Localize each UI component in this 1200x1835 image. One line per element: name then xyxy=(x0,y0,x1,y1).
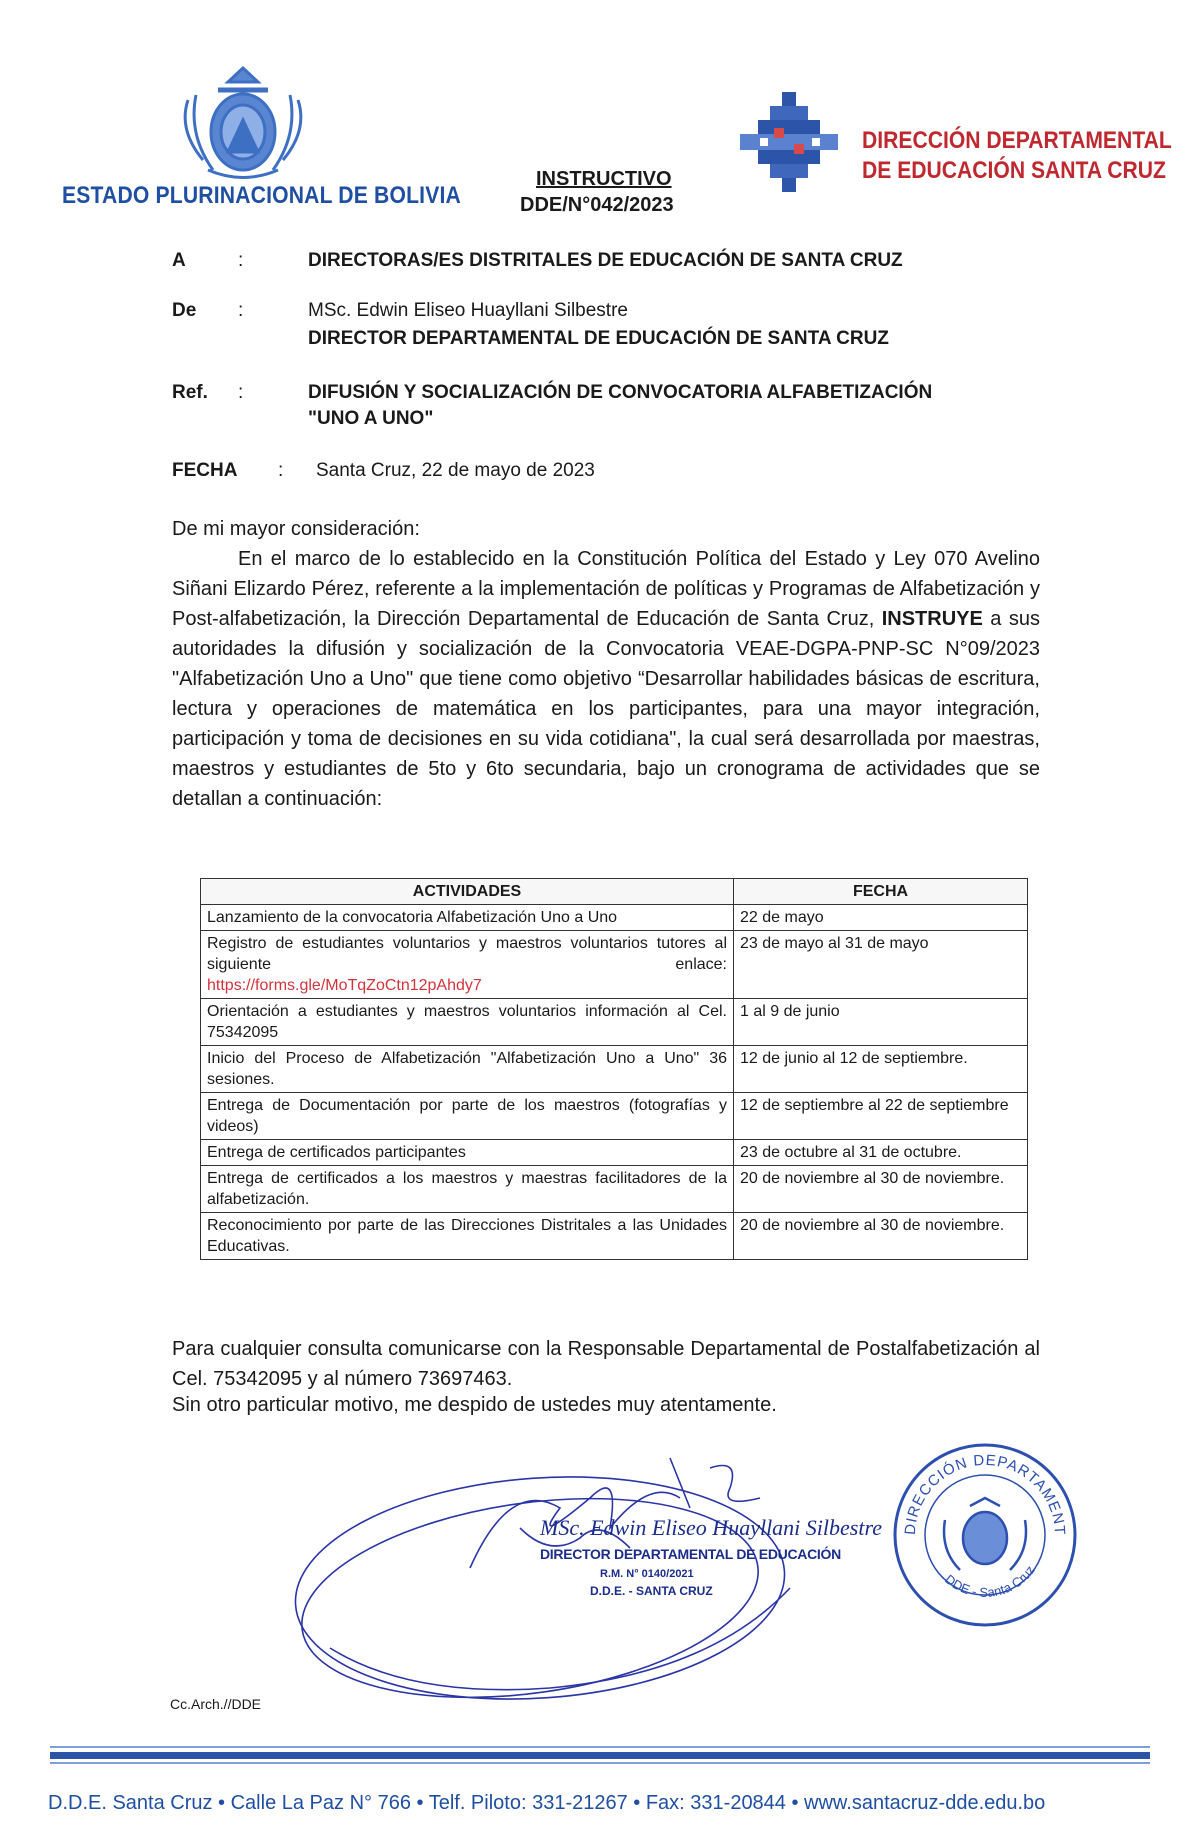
date-cell: 1 al 9 de junio xyxy=(734,999,1028,1046)
body-text-instruye: INSTRUYE xyxy=(881,608,983,630)
activity-cell: Entrega de certificados a los maestros y maestras facilitadores de la alfabetización. xyxy=(201,1166,734,1213)
activity-cell: Inicio del Proceso de Alfabetización "Alfabetización Uno a Uno" 36 sesiones. xyxy=(201,1046,734,1093)
date-cell: 23 de octubre al 31 de octubre. xyxy=(734,1140,1028,1166)
dde-name-line1: DIRECCIÓN DEPARTAMENTAL xyxy=(862,127,1172,154)
ref-line1: DIFUSIÓN Y SOCIALIZACIÓN DE CONVOCATORIA ALFABETIZACIÓN xyxy=(308,382,933,403)
activity-cell: Entrega de certificados participantes xyxy=(201,1140,734,1166)
from-colon: : xyxy=(238,300,244,321)
body-text-a: En el marco de lo establecido en la Constitución Política del Estado y Ley 070 Avelino Siñani Elizardo Pérez, referente a la implementación de políticas y Programas de Alfabetización y Post-alfabetización, la Dirección Departamental de Educación de Santa Cruz, xyxy=(172,548,1040,630)
from-label: De xyxy=(172,300,197,321)
seal-bottom-text: DDE - Santa Cruz xyxy=(942,1562,1038,1600)
signature-dde: D.D.E. - SANTA CRUZ xyxy=(590,1584,713,1598)
greeting: De mi mayor consideración: xyxy=(172,518,420,540)
header-activities: ACTIVIDADES xyxy=(201,879,734,905)
table-row xyxy=(201,1213,1028,1260)
date-cell: 20 de noviembre al 30 de noviembre. xyxy=(734,1213,1028,1260)
state-name: ESTADO PLURINACIONAL DE BOLIVIA xyxy=(62,182,461,209)
contact-paragraph: Para cualquier consulta comunicarse con la Responsable Departamental de Postalfabetización al Cel. 75342095 y al número 73697463. xyxy=(172,1338,1040,1390)
signature-rm: R.M. N° 0140/2021 xyxy=(600,1568,694,1580)
dde-logo-icon xyxy=(730,88,858,208)
body-text-b: a sus autoridades la difusión y socialización de la Convocatoria VEAE-DGPA-PNP-SC N°09/2023 "Alfabetización Uno a Uno" que tiene como objetivo “Desarrollar habilidades básicas de escritura, lectura y operaciones de matemática en los participantes, para una mayor integración, participación y toma de decisiones en su vida cotidiana", la cual será desarrollada por maestras, maestros y estudiantes de 5to y 6to secundaria, bajo un cronograma de actividades que se detallan a continuación: xyxy=(172,608,1040,810)
date-value: Santa Cruz, 22 de mayo de 2023 xyxy=(316,460,595,481)
signature-title: DIRECTOR DEPARTAMENTAL DE EDUCACIÓN xyxy=(540,1546,841,1562)
table-row xyxy=(201,1093,1028,1140)
seal-text: DIRECCIÓN DEPARTAMENT xyxy=(901,1451,1069,1536)
table-row xyxy=(201,1046,1028,1093)
from-title: DIRECTOR DEPARTAMENTAL DE EDUCACIÓN DE SANTA CRUZ xyxy=(308,328,889,349)
table-row xyxy=(201,905,1028,931)
date-cell: 22 de mayo xyxy=(734,905,1028,931)
date-label: FECHA xyxy=(172,460,238,481)
body-paragraph xyxy=(172,544,1040,814)
document-code: DDE/N°042/2023 xyxy=(520,194,674,216)
ref-line2: "UNO A UNO" xyxy=(308,408,434,429)
table-header-row xyxy=(201,879,1028,905)
ref-colon: : xyxy=(238,382,244,403)
footer-divider xyxy=(50,1742,1150,1770)
date-colon: : xyxy=(278,460,284,481)
activity-cell: Reconocimiento por parte de las Direcciones Distritales a las Unidades Educativas. xyxy=(201,1213,734,1260)
date-cell: 23 de mayo al 31 de mayo xyxy=(734,931,1028,999)
official-seal-icon xyxy=(890,1440,1080,1630)
activity-cell: Lanzamiento de la convocatoria Alfabetización Uno a Uno xyxy=(201,905,734,931)
to-colon: : xyxy=(238,250,244,271)
activity-cell: Orientación a estudiantes y maestros voluntarios información al Cel. 75342095 xyxy=(201,999,734,1046)
footer-contact: D.D.E. Santa Cruz • Calle La Paz N° 766 • Telf. Piloto: 331-21267 • Fax: 331-20844 • www.santacruz-dde.edu.bo xyxy=(48,1792,1046,1814)
bolivia-coat-of-arms-icon xyxy=(168,60,318,190)
table-row xyxy=(201,1140,1028,1166)
from-name: MSc. Edwin Eliseo Huayllani Silbestre xyxy=(308,300,628,321)
farewell: Sin otro particular motivo, me despido de ustedes muy atentamente. xyxy=(172,1394,777,1416)
registration-link[interactable]: https://forms.gle/MoTqZoCtn12pAhdy7 xyxy=(207,977,482,994)
signature-name: MSc. Edwin Eliseo Huayllani Silbestre xyxy=(540,1515,882,1540)
activities-table xyxy=(200,878,1028,1260)
to-value: DIRECTORAS/ES DISTRITALES DE EDUCACIÓN DE SANTA CRUZ xyxy=(308,250,903,271)
ref-label: Ref. xyxy=(172,382,208,403)
table-row xyxy=(201,931,1028,999)
to-label: A xyxy=(172,250,186,271)
table-row xyxy=(201,1166,1028,1213)
document-type: INSTRUCTIVO xyxy=(536,168,672,190)
activity-cell xyxy=(201,931,734,999)
activity-text: Registro de estudiantes voluntarios y maestros voluntarios tutores al siguiente enlace: xyxy=(207,935,727,973)
svg-text:DDE - Santa Cruz xyxy=(942,1563,1038,1600)
table-row xyxy=(201,999,1028,1046)
date-cell: 12 de septiembre al 22 de septiembre xyxy=(734,1093,1028,1140)
date-cell: 12 de junio al 12 de septiembre. xyxy=(734,1046,1028,1093)
cc-archive: Cc.Arch.//DDE xyxy=(170,1696,262,1712)
date-cell: 20 de noviembre al 30 de noviembre. xyxy=(734,1166,1028,1213)
signature-scribble-icon xyxy=(290,1438,810,1738)
header-date: FECHA xyxy=(734,879,1028,905)
dde-name xyxy=(862,126,1172,186)
dde-name-line2: DE EDUCACIÓN SANTA CRUZ xyxy=(862,157,1166,184)
activity-cell: Entrega de Documentación por parte de los maestros (fotografías y videos) xyxy=(201,1093,734,1140)
